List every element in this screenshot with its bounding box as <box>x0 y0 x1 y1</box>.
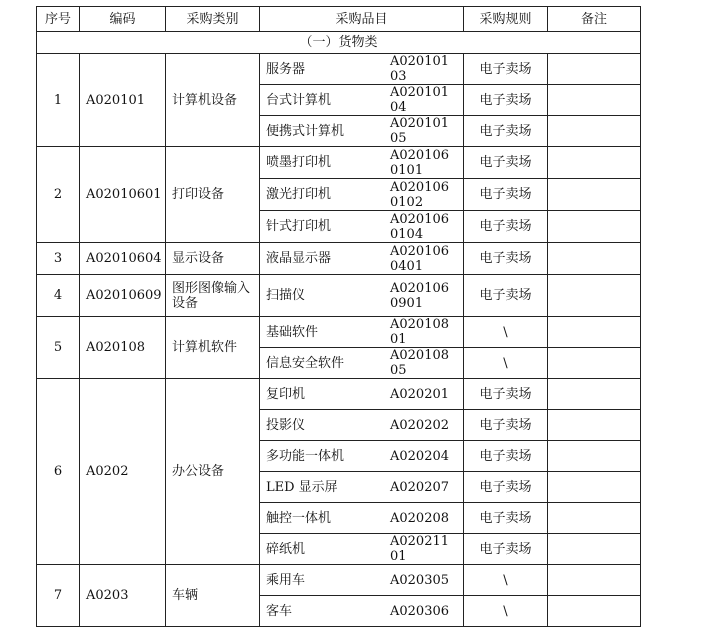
item-rule: 电子卖场 <box>464 441 548 472</box>
group-code: A02010601 <box>80 147 166 243</box>
item-code: A020204 <box>390 448 450 464</box>
item-code: A02010104 <box>390 85 450 115</box>
item-cell <box>260 116 464 147</box>
item-rule: 电子卖场 <box>464 54 548 85</box>
header-remark: 备注 <box>548 7 641 32</box>
group-category: 计算机软件 <box>166 317 260 379</box>
item-remark <box>548 534 641 565</box>
item-code: A0201060401 <box>390 243 450 274</box>
table-row <box>37 379 641 410</box>
item-cell <box>260 441 464 472</box>
item-remark <box>548 243 641 275</box>
group-category: 图形图像输入设备 <box>166 275 260 317</box>
group-code: A0202 <box>80 379 166 565</box>
header-category: 采购类别 <box>166 7 260 32</box>
item-cell <box>260 147 464 179</box>
item-remark <box>548 54 641 85</box>
item-name: 喷墨打印机 <box>266 155 332 170</box>
item-code: A02021101 <box>390 534 450 564</box>
item-rule: 电子卖场 <box>464 275 548 317</box>
header-code: 编码 <box>80 7 166 32</box>
group-category: 打印设备 <box>166 147 260 243</box>
item-code: A020202 <box>390 417 450 433</box>
item-remark <box>548 596 641 627</box>
table-row <box>37 54 641 85</box>
item-name: 碎纸机 <box>266 541 306 557</box>
item-remark <box>548 275 641 317</box>
item-remark <box>548 348 641 379</box>
item-name: 台式计算机 <box>266 92 332 108</box>
item-rule: 电子卖场 <box>464 179 548 211</box>
item-remark <box>548 565 641 596</box>
item-rule: \ <box>464 565 548 596</box>
group-number: 7 <box>37 565 80 627</box>
group-code: A02010609 <box>80 275 166 317</box>
item-cell <box>260 317 464 348</box>
item-rule: \ <box>464 348 548 379</box>
item-cell <box>260 503 464 534</box>
item-code: A0201060901 <box>390 280 450 311</box>
item-remark <box>548 441 641 472</box>
group-number: 5 <box>37 317 80 379</box>
item-name: 激光打印机 <box>266 187 332 202</box>
item-code: A02010801 <box>390 317 450 347</box>
group-category: 车辆 <box>166 565 260 627</box>
table-row <box>37 317 641 348</box>
item-rule: \ <box>464 596 548 627</box>
item-name: 基础软件 <box>266 324 319 340</box>
section-row <box>37 32 641 54</box>
item-name: 触控一体机 <box>266 510 332 526</box>
item-code: A020207 <box>390 479 450 495</box>
item-name: 复印机 <box>266 386 306 402</box>
item-remark <box>548 179 641 211</box>
item-rule: 电子卖场 <box>464 379 548 410</box>
item-cell <box>260 410 464 441</box>
group-category: 显示设备 <box>166 243 260 275</box>
item-name: 服务器 <box>266 61 306 77</box>
item-rule: 电子卖场 <box>464 503 548 534</box>
item-cell <box>260 85 464 116</box>
item-code: A02010805 <box>390 348 450 378</box>
item-code: A02010103 <box>390 54 450 84</box>
item-name: 信息安全软件 <box>266 355 345 371</box>
item-cell <box>260 179 464 211</box>
item-name: 扫描仪 <box>266 288 306 303</box>
item-name: LED 显示屏 <box>266 479 338 495</box>
item-name: 针式打印机 <box>266 219 332 234</box>
item-name: 液晶显示器 <box>266 251 332 266</box>
item-code: A020306 <box>390 603 450 619</box>
item-cell <box>260 472 464 503</box>
item-rule: 电子卖场 <box>464 534 548 565</box>
item-code: A0201060102 <box>390 179 450 210</box>
header-row <box>37 7 641 32</box>
item-remark <box>548 147 641 179</box>
item-cell <box>260 534 464 565</box>
item-cell <box>260 348 464 379</box>
section-title: （一）货物类 <box>37 32 641 54</box>
item-name: 乘用车 <box>266 572 306 588</box>
item-cell <box>260 275 464 317</box>
group-number: 2 <box>37 147 80 243</box>
group-code: A02010604 <box>80 243 166 275</box>
item-remark <box>548 503 641 534</box>
item-cell <box>260 243 464 275</box>
group-code: A0203 <box>80 565 166 627</box>
procurement-table <box>36 6 641 627</box>
item-code: A020305 <box>390 572 450 588</box>
item-cell <box>260 565 464 596</box>
group-number: 3 <box>37 243 80 275</box>
table-body <box>37 32 641 627</box>
table-row <box>37 275 641 317</box>
item-code: A0201060104 <box>390 211 450 242</box>
item-remark <box>548 379 641 410</box>
item-code: A020201 <box>390 386 450 402</box>
group-number: 4 <box>37 275 80 317</box>
table-row <box>37 565 641 596</box>
item-name: 便携式计算机 <box>266 123 345 139</box>
item-cell <box>260 54 464 85</box>
group-number: 6 <box>37 379 80 565</box>
item-remark <box>548 116 641 147</box>
header-item: 采购品目 <box>260 7 464 32</box>
item-rule: 电子卖场 <box>464 147 548 179</box>
item-rule: 电子卖场 <box>464 243 548 275</box>
item-rule: 电子卖场 <box>464 211 548 243</box>
item-rule: 电子卖场 <box>464 472 548 503</box>
group-code: A020101 <box>80 54 166 147</box>
item-rule: 电子卖场 <box>464 85 548 116</box>
group-category: 办公设备 <box>166 379 260 565</box>
item-name: 投影仪 <box>266 417 306 433</box>
table-row <box>37 243 641 275</box>
item-name: 客车 <box>266 603 293 619</box>
item-rule: \ <box>464 317 548 348</box>
group-code: A020108 <box>80 317 166 379</box>
item-name: 多功能一体机 <box>266 448 345 464</box>
table-row <box>37 147 641 179</box>
item-cell <box>260 211 464 243</box>
group-category: 计算机设备 <box>166 54 260 147</box>
item-remark <box>548 85 641 116</box>
item-remark <box>548 410 641 441</box>
item-remark <box>548 317 641 348</box>
item-remark <box>548 211 641 243</box>
item-cell <box>260 596 464 627</box>
item-remark <box>548 472 641 503</box>
header-no: 序号 <box>37 7 80 32</box>
header-rule: 采购规则 <box>464 7 548 32</box>
group-number: 1 <box>37 54 80 147</box>
item-code: A020208 <box>390 510 450 526</box>
item-code: A0201060101 <box>390 147 450 178</box>
item-rule: 电子卖场 <box>464 410 548 441</box>
item-rule: 电子卖场 <box>464 116 548 147</box>
item-code: A02010105 <box>390 116 450 146</box>
item-cell <box>260 379 464 410</box>
